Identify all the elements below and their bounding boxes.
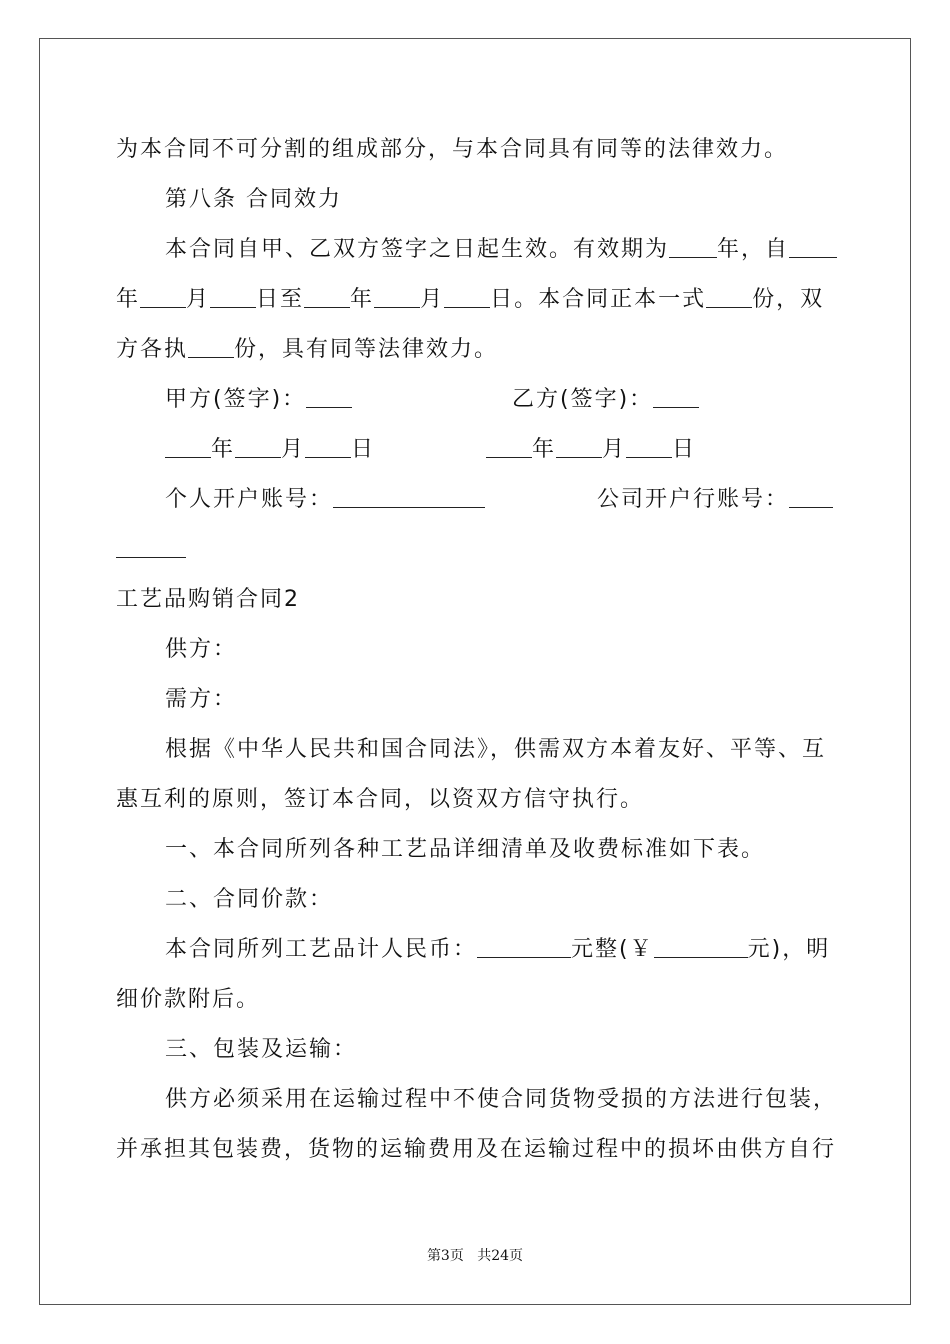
blank-field	[626, 437, 672, 458]
blank-field	[306, 387, 352, 408]
blank-field	[706, 287, 752, 308]
blank-field	[444, 287, 490, 308]
price-line-2: 细价款附后。	[116, 987, 261, 1012]
packaging-line-2: 并承担其包装费，货物的运输费用及在运输过程中的损坏由供方自行	[116, 1137, 837, 1162]
validity-text: 日。本合同正本一式	[490, 287, 707, 312]
blank-field	[653, 387, 699, 408]
validity-text: 年	[350, 287, 375, 312]
blank-field	[669, 237, 717, 258]
date-month: 月	[602, 437, 627, 462]
clause-3-heading: 三、包装及运输：	[165, 1037, 358, 1062]
blank-field	[304, 287, 350, 308]
blank-field	[140, 287, 186, 308]
party-b-label: 乙方(签字)：	[512, 387, 654, 412]
validity-text: 方各执	[116, 337, 189, 362]
price-text: 元)，明	[747, 937, 831, 962]
blank-field	[305, 437, 351, 458]
blank-field	[210, 287, 256, 308]
price-text: 本合同所列工艺品计人民币：	[165, 937, 478, 962]
date-month: 月	[281, 437, 306, 462]
page-footer	[0, 1245, 950, 1265]
validity-text: 年	[116, 287, 141, 312]
blank-field	[374, 287, 420, 308]
company-account-continued	[116, 537, 950, 563]
clause-2-heading: 二、合同价款：	[165, 887, 334, 912]
blank-field	[188, 337, 234, 358]
price-text: 元整(￥	[571, 937, 654, 962]
page-border	[39, 38, 911, 1305]
validity-line-3	[116, 337, 950, 363]
company-account-label: 公司开户行账号：	[597, 487, 790, 512]
blank-field	[789, 487, 833, 508]
validity-text: 本合同自甲、乙双方签字之日起生效。有效期为	[165, 237, 670, 262]
price-line-1	[165, 937, 950, 963]
validity-text: 月	[420, 287, 445, 312]
validity-text: 份，双	[752, 287, 825, 312]
validity-text: 日至	[256, 287, 305, 312]
clause-1: 一、本合同所列各种工艺品详细清单及收费标准如下表。	[165, 837, 766, 862]
article-8-heading: 第八条 合同效力	[165, 187, 342, 212]
validity-text: 份，具有同等法律效力。	[234, 337, 499, 362]
page-total: 共24页	[477, 1248, 524, 1264]
paragraph-continuation: 为本合同不可分割的组成部分，与本合同具有同等的法律效力。	[116, 137, 789, 162]
validity-text: 年，自	[717, 237, 790, 262]
buyer-label: 需方：	[165, 687, 238, 712]
packaging-line-1: 供方必须采用在运输过程中不使合同货物受损的方法进行包装，	[165, 1087, 838, 1112]
page-number: 第3页	[426, 1248, 464, 1264]
blank-field	[165, 437, 211, 458]
party-b-date	[486, 437, 950, 463]
blank-field	[789, 237, 837, 258]
blank-field	[333, 487, 485, 508]
supplier-label: 供方：	[165, 637, 238, 662]
validity-text: 月	[186, 287, 211, 312]
party-a-label: 甲方(签字)：	[165, 387, 307, 412]
validity-line-2	[116, 287, 950, 313]
date-year: 年	[211, 437, 236, 462]
date-day: 日	[672, 437, 697, 462]
party-b-signature	[512, 387, 950, 413]
basis-paragraph-line-1: 根据《中华人民共和国合同法》，供需双方本着友好、平等、互	[165, 737, 827, 762]
company-account	[597, 487, 950, 513]
blank-field	[556, 437, 602, 458]
contract-2-title: 工艺品购销合同2	[116, 587, 300, 612]
basis-paragraph-line-2: 惠互利的原则，签订本合同，以资双方信守执行。	[116, 787, 645, 812]
date-year: 年	[532, 437, 557, 462]
blank-field	[116, 537, 186, 558]
validity-line-1	[165, 237, 950, 263]
blank-field	[654, 937, 748, 958]
blank-field	[477, 937, 571, 958]
date-day: 日	[351, 437, 376, 462]
blank-field	[235, 437, 281, 458]
blank-field	[486, 437, 532, 458]
personal-account-label: 个人开户账号：	[165, 487, 334, 512]
